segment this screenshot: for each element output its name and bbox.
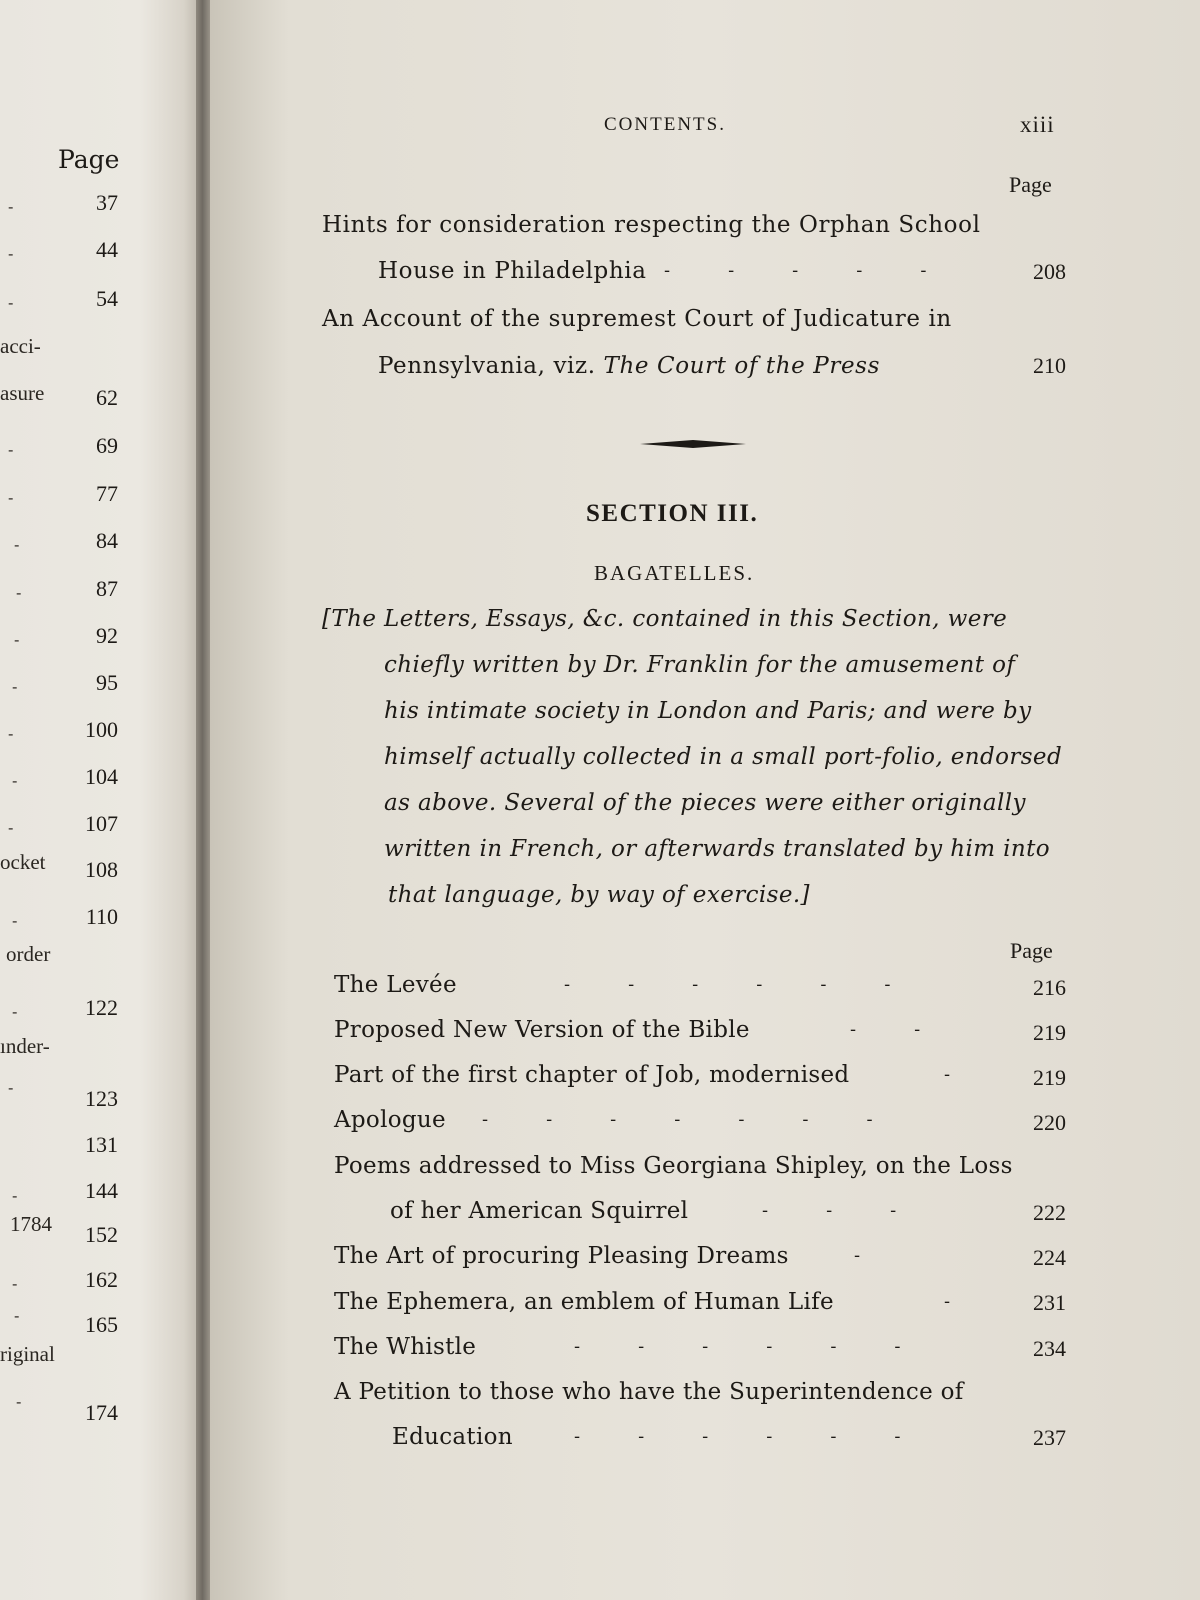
left-page-number: 162 (85, 1267, 118, 1292)
leader-dots: ----- (664, 260, 985, 281)
toc-entry: The Levée (334, 972, 457, 998)
left-page-number: 77 (96, 481, 118, 506)
leader-dots: --- (762, 1200, 955, 1221)
toc-entry-part: Pennsylvania, viz. (378, 353, 596, 379)
left-fragment: ınder- (0, 1034, 50, 1058)
left-page-number: 174 (85, 1400, 118, 1425)
leader-dots: ------ (574, 1336, 959, 1357)
section-note-line: [The Letters, Essays, &c. contained in this Section, were (322, 606, 1008, 632)
left-page-number: 123 (85, 1086, 118, 1111)
toc-entry: Poems addressed to Miss Georgiana Shipley, on the Loss (334, 1153, 1013, 1179)
toc-entry-continuation: Education (392, 1424, 513, 1450)
left-page-number: 37 (96, 190, 118, 215)
left-page-number: 69 (96, 433, 118, 458)
leader-dot: - (16, 1392, 22, 1411)
leader-dot: - (8, 724, 14, 743)
toc-page-number: 216 (1033, 975, 1066, 1000)
toc-entry-continuation: of her American Squirrel (390, 1198, 689, 1224)
left-page-number: 122 (85, 995, 118, 1020)
toc-page-number: 231 (1033, 1290, 1066, 1315)
toc-entry: The Whistle (334, 1334, 477, 1360)
toc-page-number: 210 (1033, 353, 1066, 378)
ornament-rule (640, 440, 746, 448)
toc-page-number: 220 (1033, 1110, 1066, 1135)
left-page-number: 44 (96, 237, 118, 262)
left-page-number: 104 (85, 764, 118, 789)
leader-dot: - (8, 293, 14, 312)
leader-dot: - (12, 1274, 18, 1293)
toc-entry-line: An Account of the supremest Court of Judicature in (322, 306, 952, 332)
section-title: SECTION III. (586, 500, 759, 527)
leader-dot: - (8, 488, 14, 507)
leader-dot: - (12, 911, 18, 930)
running-header: CONTENTS. (604, 114, 726, 135)
toc-page-number: 237 (1033, 1425, 1066, 1450)
left-fragment: acci- (0, 334, 41, 358)
page-column-label: Page (1009, 172, 1052, 197)
leader-dots: -- (850, 1019, 979, 1040)
left-page-number: 95 (96, 670, 118, 695)
toc-entry: The Art of procuring Pleasing Dreams (334, 1243, 789, 1269)
toc-entry: Proposed New Version of the Bible (334, 1017, 750, 1043)
leader-dots: - (854, 1245, 919, 1266)
toc-entry: The Ephemera, an emblem of Human Life (334, 1289, 834, 1315)
leader-dot: - (8, 244, 14, 263)
toc-entry-line: Hints for consideration respecting the Orphan School (322, 212, 981, 238)
toc-page-number: 222 (1033, 1200, 1066, 1225)
leader-dots: - (944, 1064, 1009, 1085)
page-column-label: Page (1010, 938, 1053, 963)
left-page-number: 165 (85, 1312, 118, 1337)
folio-number: xiii (1020, 112, 1055, 137)
section-note-line: his intimate society in London and Paris; and were by (384, 698, 1032, 724)
leader-dot: - (12, 677, 18, 696)
leader-dots: ------ (564, 974, 949, 995)
section-note-line: chiefly written by Dr. Franklin for the amusement of (384, 652, 1016, 678)
toc-entry: A Petition to those who have the Superintendence of (334, 1379, 964, 1405)
left-page-number: 108 (85, 857, 118, 882)
left-page-number: 107 (85, 811, 118, 836)
left-page-label: Page (58, 145, 120, 174)
toc-page-number: 219 (1033, 1065, 1066, 1090)
leader-dot: - (12, 1186, 18, 1205)
toc-page-number: 234 (1033, 1336, 1066, 1361)
left-page-number: 87 (96, 576, 118, 601)
left-fragment: 1784 (10, 1212, 52, 1236)
left-page-number: 152 (85, 1222, 118, 1247)
left-page-number: 110 (85, 904, 118, 929)
toc-entry-italic: The Court of the Press (603, 353, 880, 379)
leader-dot: - (14, 535, 20, 554)
toc-entry: Part of the first chapter of Job, modernised (334, 1062, 850, 1088)
toc-page-number: 219 (1033, 1020, 1066, 1045)
leader-dot: - (8, 818, 14, 837)
left-page (0, 0, 200, 1600)
leader-dot: - (14, 630, 20, 649)
left-fragment: riginal (0, 1342, 55, 1366)
left-page-number: 100 (85, 717, 118, 742)
leader-dot: - (12, 771, 18, 790)
toc-entry-line (378, 353, 880, 379)
leader-dot: - (8, 1078, 14, 1097)
leader-dot: - (12, 1002, 18, 1021)
section-subtitle: BAGATELLES. (594, 561, 755, 585)
left-page-number: 54 (96, 286, 118, 311)
section-note-line: that language, by way of exercise.] (388, 882, 810, 908)
toc-entry-line: House in Philadelphia (378, 258, 647, 284)
leader-dot: - (8, 197, 14, 216)
leader-dots: - (944, 1291, 1009, 1312)
leader-dots: ------ (574, 1426, 959, 1447)
left-page-number: 62 (96, 385, 118, 410)
left-page-number: 92 (96, 623, 118, 648)
leader-dot: - (14, 1306, 20, 1325)
leader-dots: ------- (482, 1109, 931, 1130)
left-page-number: 84 (96, 528, 118, 553)
left-fragment: order (6, 942, 51, 966)
section-note-line: himself actually collected in a small port-folio, endorsed (384, 744, 1063, 770)
left-fragment: asure (0, 381, 45, 405)
left-page-number: 144 (85, 1178, 118, 1203)
toc-entry: Apologue (334, 1107, 446, 1133)
section-note-line: as above. Several of the pieces were either originally (384, 790, 1026, 816)
left-page-number: 131 (85, 1132, 118, 1157)
toc-page-number: 224 (1033, 1245, 1066, 1270)
toc-page-number: 208 (1033, 259, 1066, 284)
section-note-line: written in French, or afterwards translated by him into (384, 836, 1050, 862)
left-fragment: ocket (0, 850, 46, 874)
leader-dot: - (16, 583, 22, 602)
leader-dot: - (8, 440, 14, 459)
